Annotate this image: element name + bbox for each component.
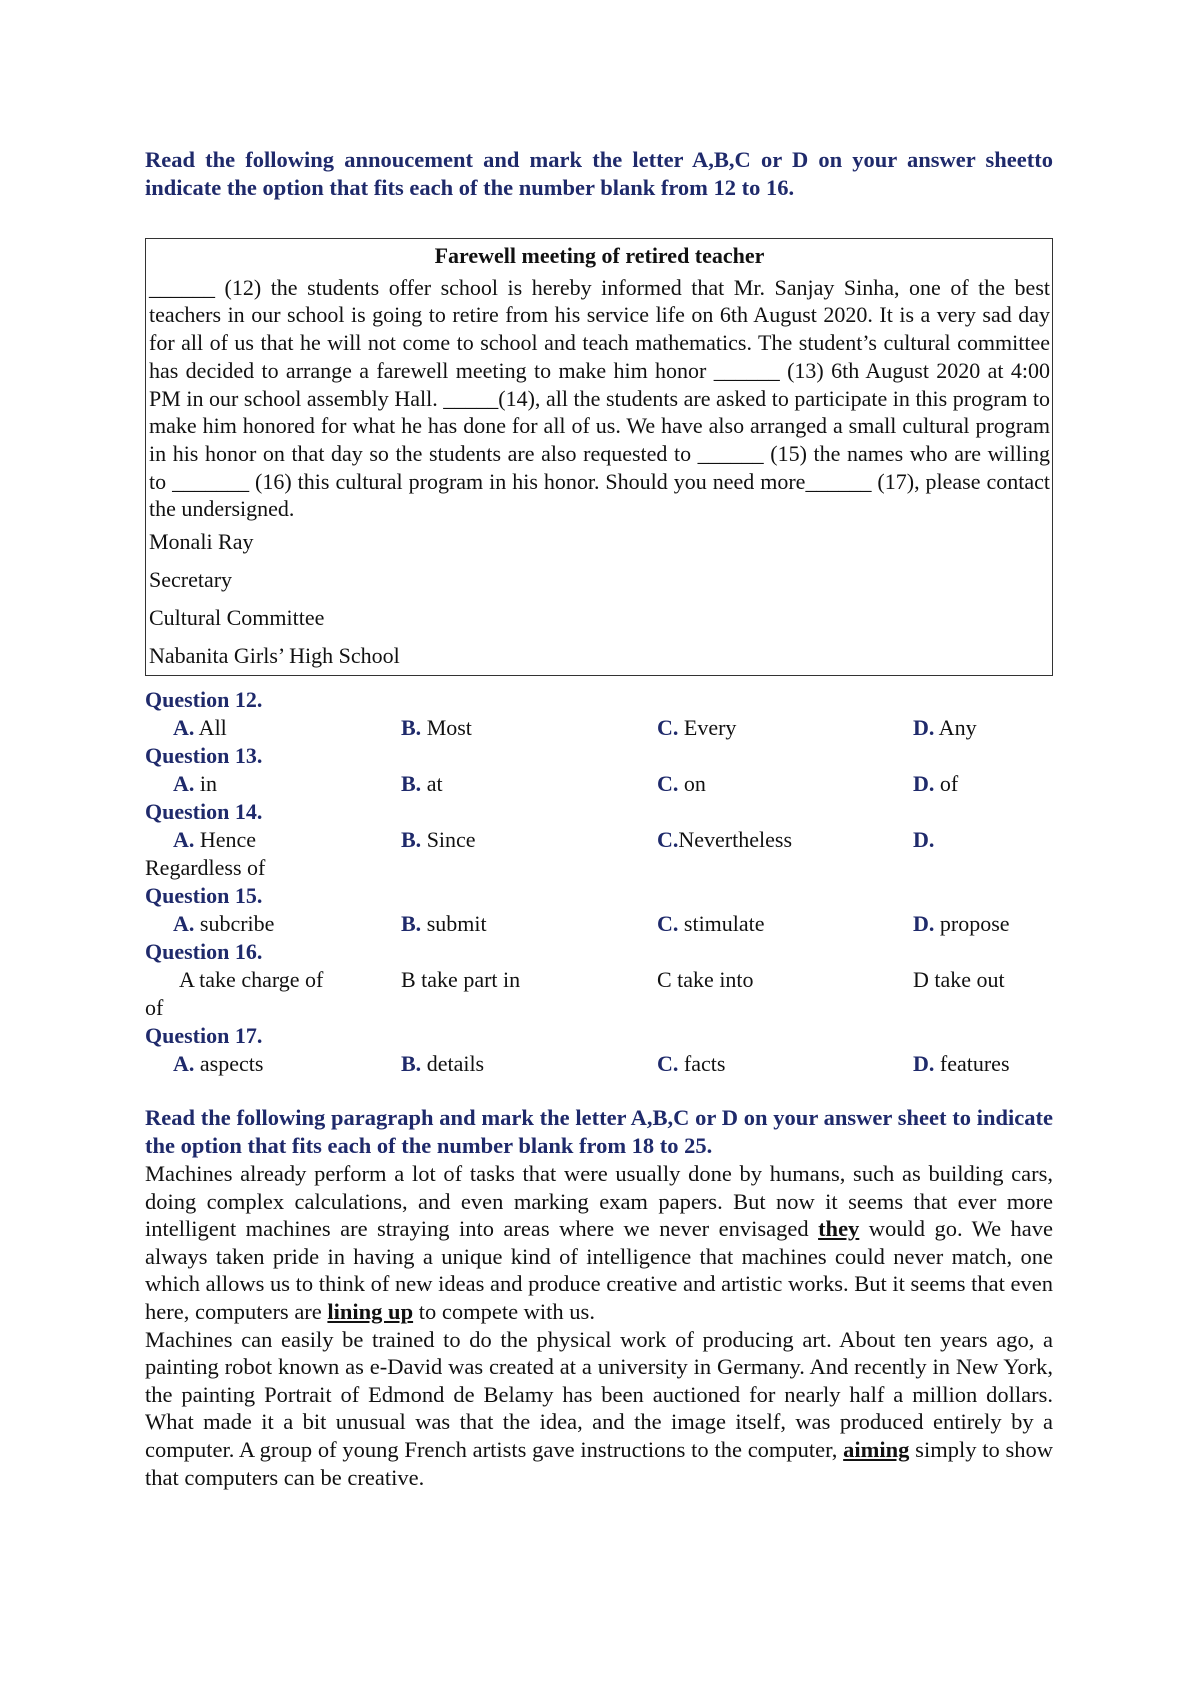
questions-list	[145, 686, 1053, 1078]
option-b[interactable]: B. submit	[401, 911, 487, 937]
reading-section	[145, 1104, 1053, 1491]
options-row	[145, 910, 1053, 938]
option-a[interactable]: A. aspects	[173, 1051, 264, 1077]
question-label: Question 17.	[145, 1023, 263, 1049]
option-a[interactable]: A. in	[173, 771, 218, 797]
question-label: Question 15.	[145, 883, 263, 909]
instruction-1: Read the following annoucement and mark the letter A,B,C or D on your answer sheetto indicate the option that fits each of the number blank from 12 to 16.	[145, 147, 1053, 200]
options-row	[145, 826, 1053, 854]
option-c[interactable]: C.Nevertheless	[657, 827, 793, 853]
option-a[interactable]: A. Hence	[173, 827, 257, 853]
underlined-word-they: they	[818, 1216, 860, 1242]
option-a[interactable]: A. subcribe	[173, 911, 275, 937]
option-c[interactable]: C. on	[657, 771, 706, 797]
option-a[interactable]: A. All	[173, 715, 227, 741]
signature-role: Secretary	[149, 567, 233, 593]
options-row	[145, 714, 1053, 742]
option-a[interactable]: A take charge of	[179, 967, 324, 993]
options-row	[145, 770, 1053, 798]
option-c[interactable]: C. facts	[657, 1051, 726, 1077]
option-d[interactable]: D. propose	[913, 911, 1010, 937]
page	[145, 146, 1053, 1491]
signature-school: Nabanita Girls’ High School	[149, 643, 400, 669]
underlined-word-aiming: aiming	[843, 1436, 910, 1462]
option-d[interactable]: D. features	[913, 1051, 1010, 1077]
reading-paragraph-1: Machines already perform a lot of tasks that were usually done by humans, such as building cars, doing complex calculations, and even marking exam papers. But now it seems that ever more intelligent machines are straying into areas where we never envisaged they would go. We have always taken pride in having a unique kind of intelligence that machines could never match, one which allows us to think of new ideas and produce creative and artistic works. But it seems that even here, computers are lining up to compete with us.	[145, 1161, 1053, 1324]
option-c[interactable]: C. stimulate	[657, 911, 765, 937]
announcement-title: Farewell meeting of retired teacher	[434, 243, 765, 268]
option-b[interactable]: B. details	[401, 1051, 485, 1077]
option-c[interactable]: C take into	[657, 967, 754, 993]
announcement-body: ______ (12) the students offer school is hereby informed that Mr. Sanjay Sinha, one of the best teachers in our school is going to retire from his service life on 6th August 2020. It is a very sad day for all of us that he will not come to school and teach mathematics. The student’s cultural committee has decided to arrange a farewell meeting to make him honor ______ (13) 6th August 2020 at 4:00 PM in our school assembly Hall. _____(14), all the students are asked to participate in this program to make him honored for what he has done for all of us. We have also arranged a small cultural program in his honor on that day so the students are also requested to ______ (15) the names who are willing to _______ (16) this cultural program in his honor. Should you need more______ (17), please contact the undersigned.	[149, 274, 1050, 522]
question-label: Question 12.	[145, 687, 263, 713]
question-label: Question 16.	[145, 939, 263, 965]
option-d-overflow: Regardless of	[145, 855, 266, 881]
options-row	[145, 1050, 1053, 1078]
option-b[interactable]: B. at	[401, 771, 443, 797]
option-d[interactable]: D take out	[913, 967, 1005, 993]
reading-paragraph-2: Machines can easily be trained to do the physical work of producing art. About ten years ago, a painting robot known as e-David was created at a university in Germany. And recently in New York, the painting Portrait of Edmond de Belamy has been auctioned for nearly half a million dollars. What made it a bit unusual was that the idea, and the image itself, was produced entirely by a computer. A group of young French artists gave instructions to the computer, aiming simply to show that computers can be creative.	[145, 1326, 1053, 1490]
option-b[interactable]: B. Most	[401, 715, 472, 741]
option-b[interactable]: B. Since	[401, 827, 476, 853]
announcement-box	[145, 238, 1053, 676]
option-b[interactable]: B take part in	[401, 967, 521, 993]
options-row	[145, 966, 1053, 994]
underlined-phrase-lining-up: lining up	[327, 1299, 414, 1324]
option-a-overflow: of	[145, 995, 164, 1021]
option-d[interactable]: D. of	[913, 771, 959, 797]
question-label: Question 13.	[145, 743, 263, 769]
instruction-2: Read the following paragraph and mark the letter A,B,C or D on your answer sheet to indicate the option that fits each of the number blank from 18 to 25.	[145, 1105, 1053, 1159]
signature-committee: Cultural Committee	[149, 605, 325, 631]
option-d[interactable]: D.	[913, 827, 935, 853]
option-d[interactable]: D. Any	[913, 715, 977, 741]
signature-name: Monali Ray	[149, 529, 254, 555]
question-label: Question 14.	[145, 799, 263, 825]
option-c[interactable]: C. Every	[657, 715, 737, 741]
